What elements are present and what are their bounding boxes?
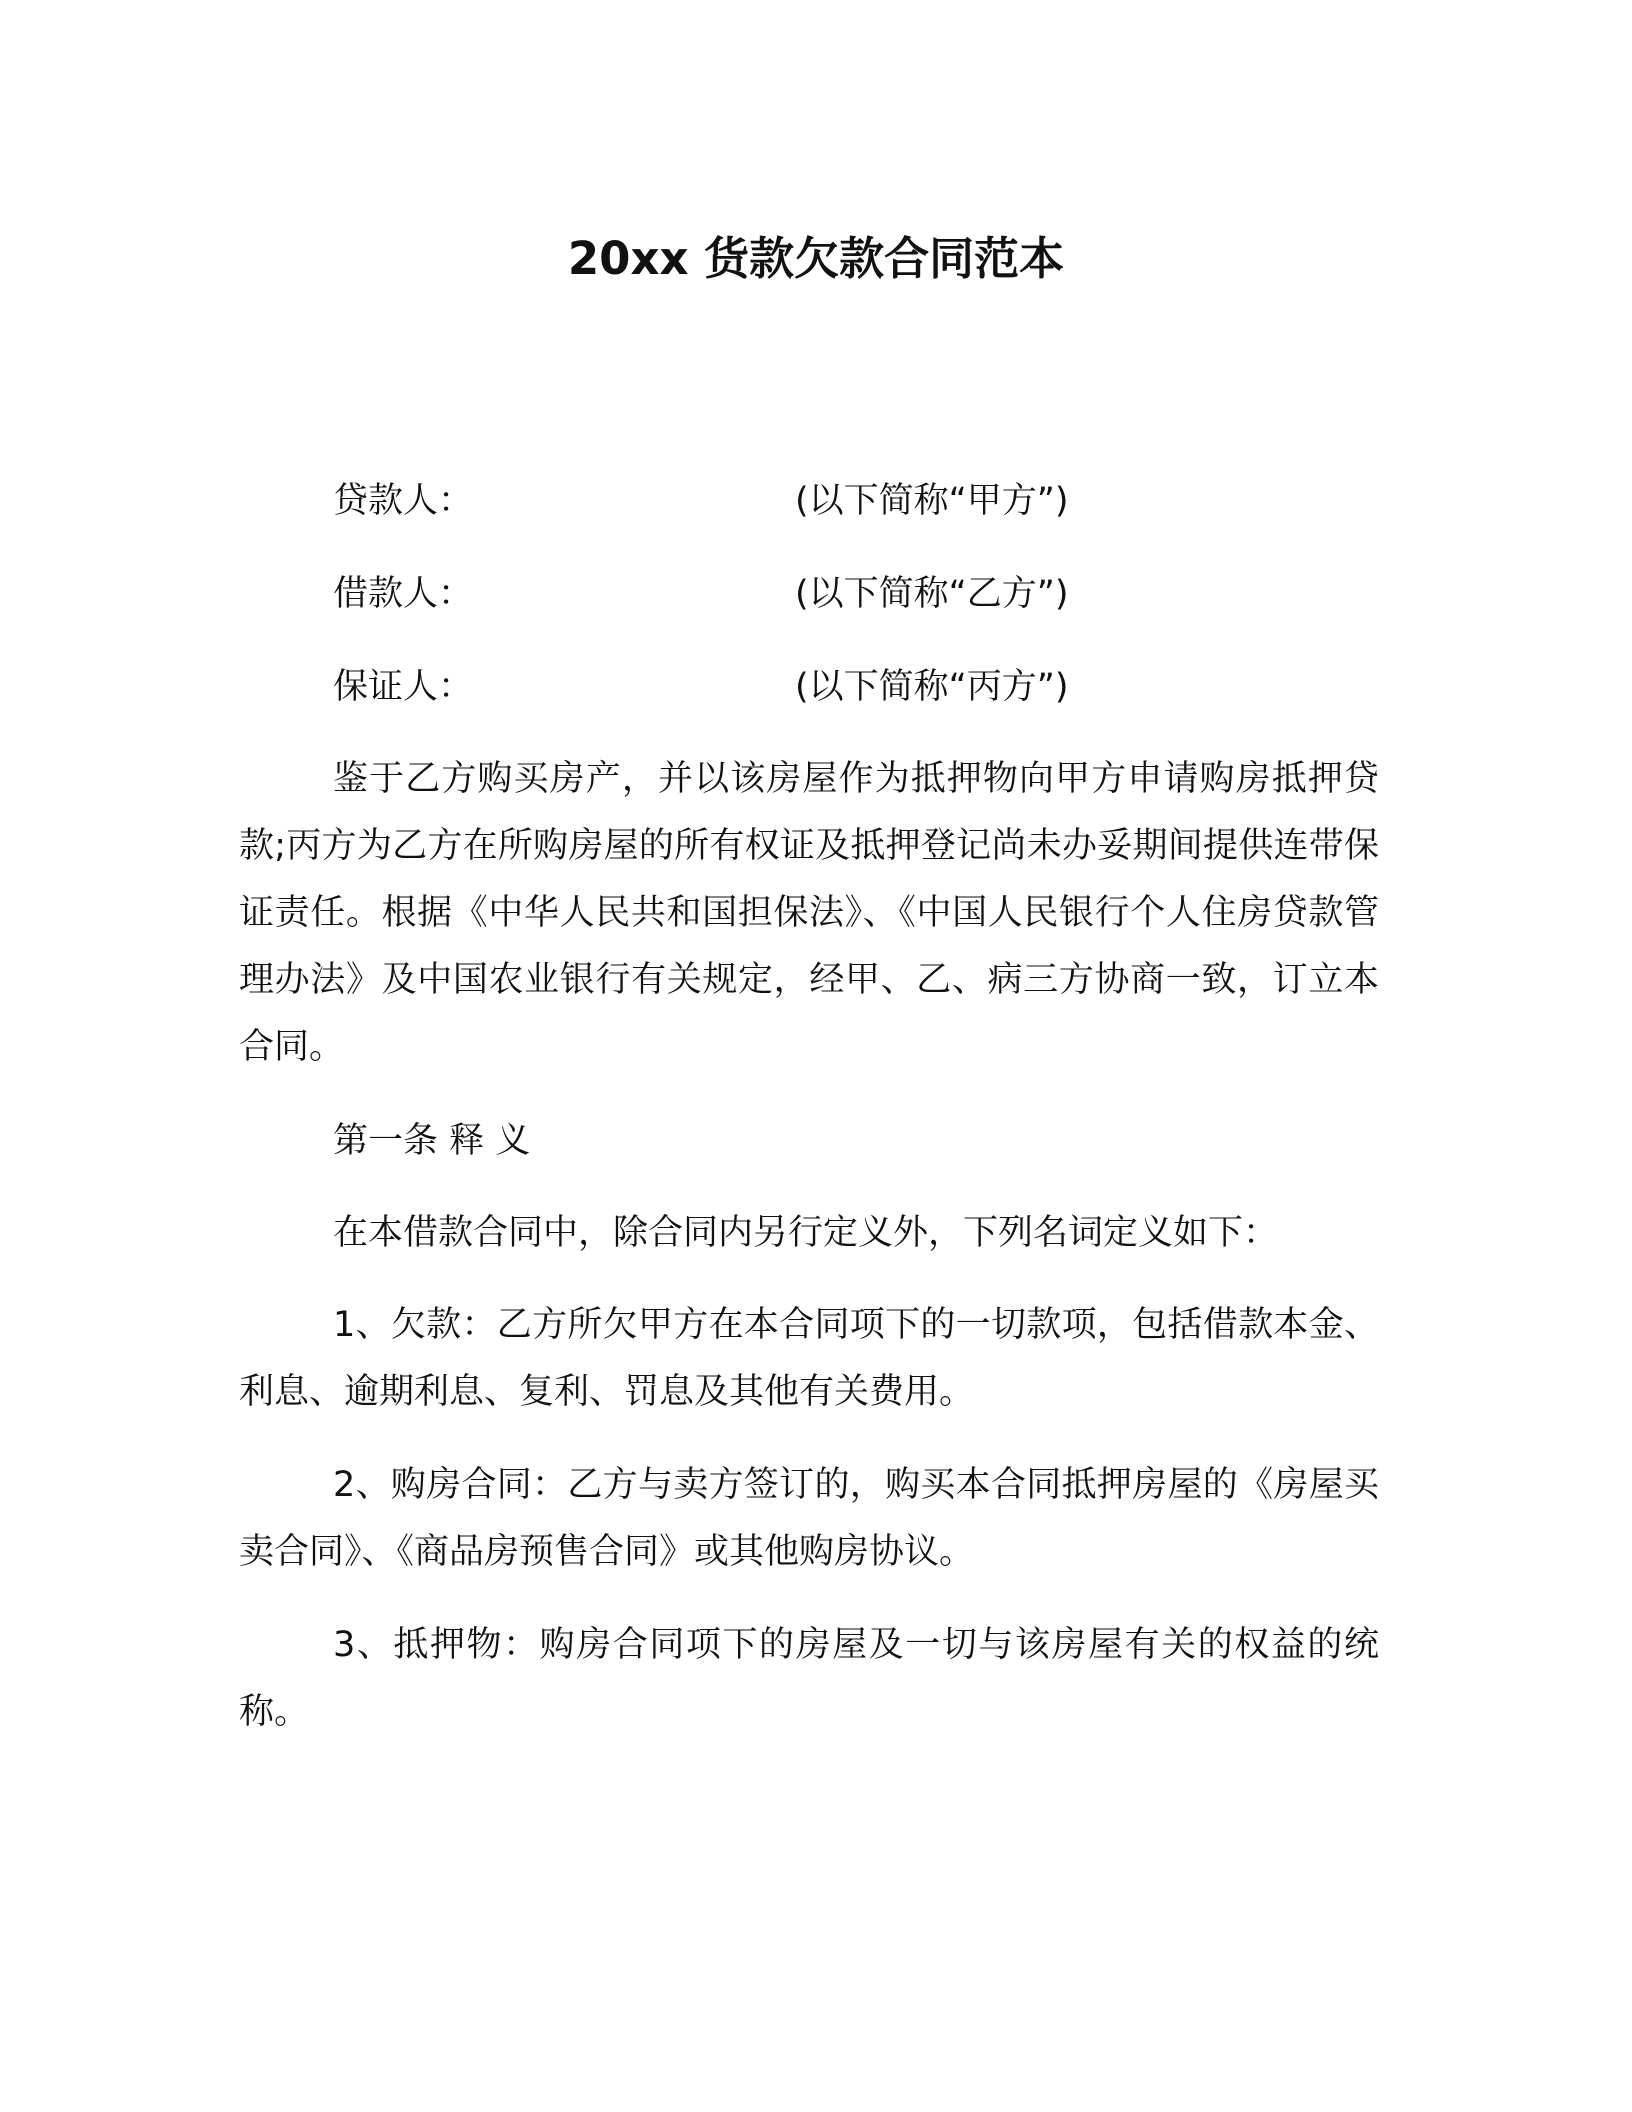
definition-item: 2、购房合同：乙方与卖方签订的，购买本合同抵押房屋的《房屋买卖合同》、《商品房预售合同》或其他购房协议。 (239, 1465, 1379, 1572)
document-title: 20xx 货款欠款合同范本 (567, 232, 1065, 285)
party-role-label: 借款人： (333, 574, 474, 614)
party-alias-label: (以下简称“乙方”) (795, 574, 1069, 614)
party-role-label: 保证人： (333, 667, 474, 707)
article-heading: 第一条 释 义 (333, 1121, 531, 1161)
definition-item: 3、抵押物：购房合同项下的房屋及一切与该房屋有关的权益的统称。 (239, 1625, 1379, 1732)
preamble-paragraph: 鉴于乙方购买房产，并以该房屋作为抵押物向甲方申请购房抵押贷款;丙方为乙方在所购房屋的所有权证及抵押登记尚未办妥期间提供连带保证责任。根据《中华人民共和国担保法》、《中国人民银行个人住房贷款管理办法》及中国农业银行有关规定，经甲、乙、病三方协商一致，订立本合同。 (239, 759, 1379, 1067)
article-intro: 在本借款合同中，除合同内另行定义外，下列名词定义如下： (333, 1213, 1279, 1253)
party-alias-label: (以下简称“丙方”) (795, 667, 1069, 707)
definition-item: 1、欠款：乙方所欠甲方在本合同项下的一切款项，包括借款本金、利息、逾期利息、复利、罚息及其他有关费用。 (239, 1305, 1379, 1412)
party-role-label: 贷款人： (333, 481, 474, 521)
party-alias-label: (以下简称“甲方”) (795, 481, 1069, 521)
